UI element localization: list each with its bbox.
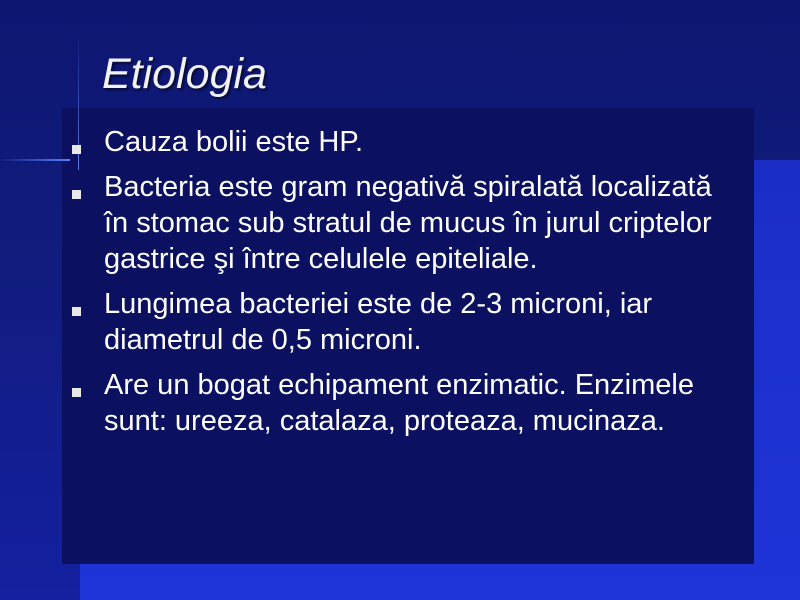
square-bullet-icon [72, 145, 81, 154]
bullet-text: Bacteria este gram negativă spiralată localizată în stomac sub stratul de mucus în jurul criptelor gastrice şi între celulele epiteliale. [104, 171, 712, 275]
bullet-text: Are un bogat echipament enzimatic. Enzimele sunt: ureeza, catalaza, proteaza, mucinaza. [104, 369, 694, 437]
slide-title: Etiologia [102, 50, 267, 98]
square-bullet-icon [72, 388, 81, 397]
bullet-item [72, 169, 732, 277]
bullet-item [72, 367, 732, 439]
bullet-item [72, 124, 732, 160]
bullet-item [72, 286, 732, 358]
bullet-text: Cauza bolii este HP. [104, 126, 364, 158]
square-bullet-icon [72, 190, 81, 199]
decorative-horizontal-line [0, 159, 70, 161]
bullet-list [72, 124, 732, 448]
square-bullet-icon [72, 307, 81, 316]
bullet-text: Lungimea bacteriei este de 2-3 microni, iar diametrul de 0,5 microni. [104, 288, 653, 356]
